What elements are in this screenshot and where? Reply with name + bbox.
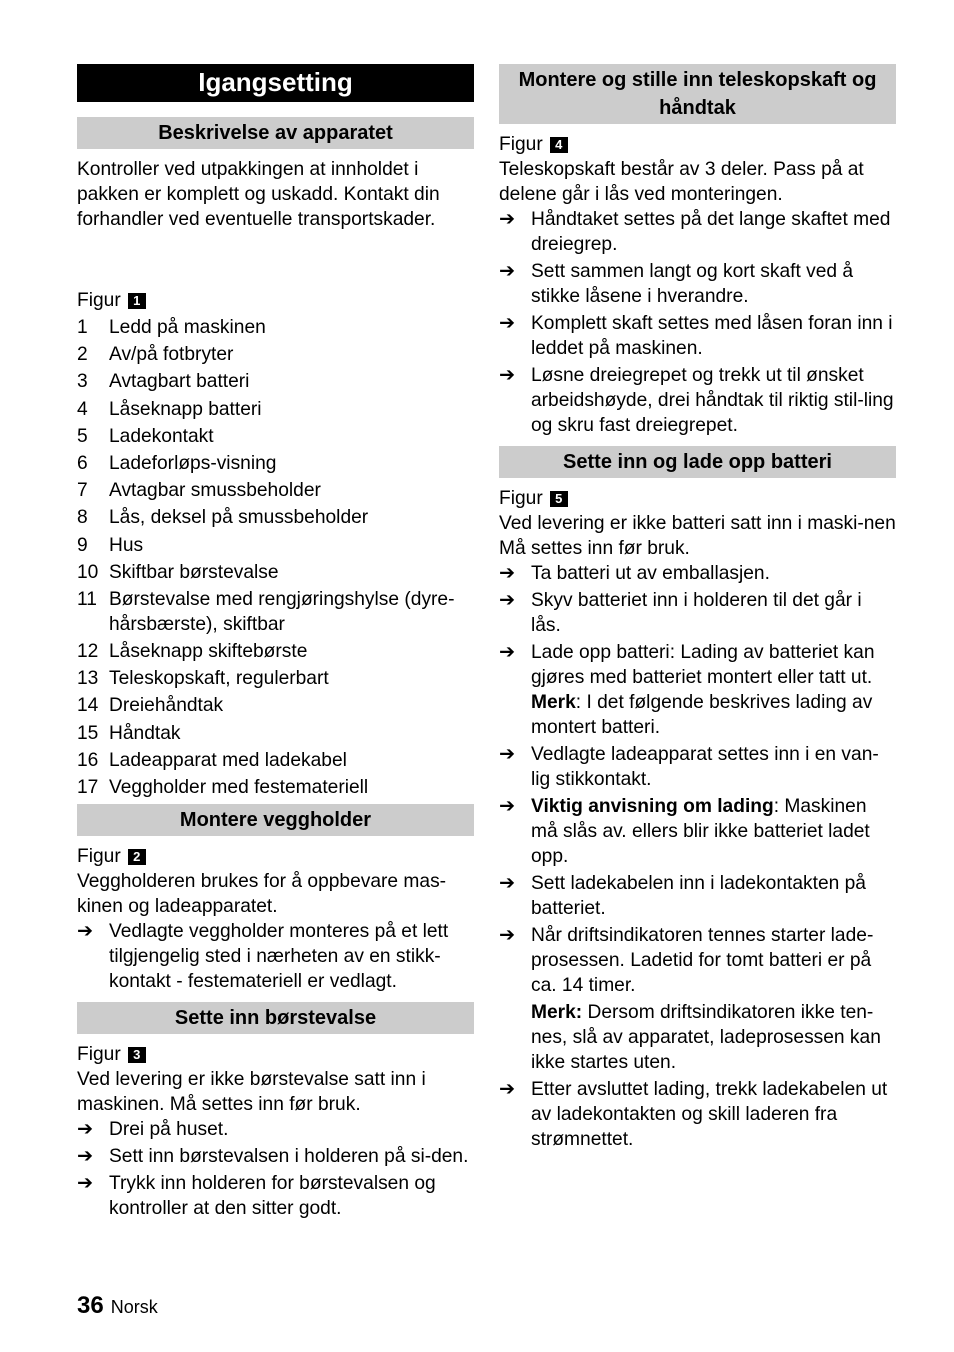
intro-paragraph: Kontroller ved utpakkingen at innholdet i pakken er komplett og uskadd. Kontakt din forhandler ved eventuelle transportskader. xyxy=(77,159,440,230)
arrow-icon: ➔ xyxy=(77,1173,94,1194)
important-label: Viktig anvisning om lading xyxy=(531,796,774,817)
list-item xyxy=(77,693,474,718)
step-text: Sett sammen langt og kort skaft ved å stikke låsene i hverandre. xyxy=(531,261,854,307)
figure-ref-3 xyxy=(77,1042,474,1067)
list-item xyxy=(77,505,474,530)
figure-number-badge: 2 xyxy=(128,849,146,865)
item-text: Av/på fotbryter xyxy=(109,344,234,366)
step-text: Drei på huset. xyxy=(109,1119,229,1140)
step-text: Trykk inn holderen for børstevalsen og kontroller at den sitter godt. xyxy=(109,1173,436,1219)
merk-text: : I det følgende beskrives lading av montert batteri. xyxy=(531,692,873,738)
item-number: 5 xyxy=(77,425,88,447)
instruction-step xyxy=(77,1117,474,1142)
arrow-icon: ➔ xyxy=(77,1119,94,1140)
arrow-icon: ➔ xyxy=(499,642,516,663)
figure-label: Figur xyxy=(499,488,543,509)
language-label: Norsk xyxy=(110,1297,158,1317)
batteri-step xyxy=(499,588,896,638)
list-item xyxy=(77,342,474,367)
arrow-icon: ➔ xyxy=(77,1146,94,1167)
instruction-step xyxy=(499,207,896,257)
teleskopskaft-paragraph: Teleskopskaft består av 3 deler. Pass på at delene går i lås ved monteringen. xyxy=(499,159,864,205)
item-text: Avtagbar smussbeholder xyxy=(109,480,321,502)
item-number: 10 xyxy=(77,561,99,583)
page-title: Igangsetting xyxy=(77,64,474,102)
step-text xyxy=(531,640,896,740)
list-item xyxy=(77,748,474,773)
item-number: 7 xyxy=(77,480,88,502)
veggholder-steps xyxy=(77,919,474,994)
item-text: Teleskopskaft, regulerbart xyxy=(109,668,329,690)
item-text: Børstevalse med rengjøringshylse (dyre-hårsbærste), skiftbar xyxy=(109,588,455,635)
left-column xyxy=(77,64,474,1223)
item-text: Ladeforløps-visning xyxy=(109,452,277,474)
figure-ref-4 xyxy=(499,132,896,157)
instruction-step xyxy=(499,363,896,438)
batteri-paragraph: Ved levering er ikke batteri satt inn i maski-nen Må settes inn før bruk. xyxy=(499,513,896,559)
batteri-step xyxy=(499,640,896,740)
batteri-step xyxy=(499,923,896,998)
item-number: 1 xyxy=(77,317,88,338)
list-item xyxy=(77,451,474,476)
batteri-step xyxy=(499,742,896,792)
page-footer xyxy=(77,1292,158,1320)
item-number: 9 xyxy=(77,534,88,556)
item-number: 17 xyxy=(77,777,99,798)
figure-number-badge: 5 xyxy=(550,491,568,507)
item-text: Låseknapp batteri xyxy=(109,398,262,420)
step-text: Sett inn børstevalsen i holderen på si-den. xyxy=(109,1146,469,1167)
item-number: 4 xyxy=(77,398,88,420)
item-number: 3 xyxy=(77,371,88,393)
instruction-step xyxy=(499,259,896,309)
item-number: 6 xyxy=(77,452,88,474)
page-number: 36 xyxy=(77,1292,104,1319)
step-text: Komplett skaft settes med låsen foran inn i leddet på maskinen. xyxy=(531,313,893,359)
item-number: 11 xyxy=(77,588,97,610)
arrow-icon: ➔ xyxy=(499,365,516,386)
arrow-icon: ➔ xyxy=(499,925,516,946)
borstevalse-paragraph: Ved levering er ikke børstevalse satt inn i maskinen. Må settes inn før bruk. xyxy=(77,1069,426,1115)
section-title-veggholder: Montere veggholder xyxy=(77,804,474,836)
item-text: Ledd på maskinen xyxy=(109,317,266,338)
item-text: Dreiehåndtak xyxy=(109,695,224,717)
arrow-icon: ➔ xyxy=(77,921,94,942)
list-item xyxy=(77,639,474,664)
item-number: 8 xyxy=(77,507,88,529)
figure-ref-1 xyxy=(77,288,474,313)
figure-number-badge: 1 xyxy=(128,293,146,309)
step-text: Vedlagte ladeapparat settes inn i en van-lig stikkontakt. xyxy=(531,744,879,790)
figure-label: Figur xyxy=(77,290,121,311)
parts-list xyxy=(77,315,474,800)
item-text: Lås, deksel på smussbeholder xyxy=(109,507,369,529)
section-title-teleskopskaft: Montere og stille inn teleskopskaft og håndtak xyxy=(499,64,896,124)
list-item xyxy=(77,478,474,503)
list-item xyxy=(77,560,474,585)
list-item xyxy=(77,424,474,449)
figure-ref-2 xyxy=(77,844,474,869)
item-text: Ladeapparat med ladekabel xyxy=(109,749,347,771)
item-text: Håndtak xyxy=(109,722,181,744)
item-text: Avtagbart batteri xyxy=(109,371,250,393)
list-item xyxy=(77,315,474,340)
arrow-icon: ➔ xyxy=(499,1079,516,1100)
arrow-icon: ➔ xyxy=(499,744,516,765)
instruction-step xyxy=(77,1171,474,1221)
arrow-icon: ➔ xyxy=(499,209,516,230)
step-text: Ta batteri ut av emballasjen. xyxy=(531,563,770,584)
item-text: Veggholder med festemateriell xyxy=(109,777,369,798)
figure-label: Figur xyxy=(77,846,121,867)
figure-label: Figur xyxy=(77,1044,121,1065)
item-number: 14 xyxy=(77,695,99,717)
arrow-icon: ➔ xyxy=(499,313,516,334)
item-text: Skiftbar børstevalse xyxy=(109,561,279,583)
step-text: Løsne dreiegrepet og trekk ut til ønsket arbeidshøyde, drei håndtak til riktig stil-ling og skru fast dreiegrepet. xyxy=(531,365,894,436)
important-text: : Maskinen må slås av. ellers blir ikke batteriet ladet opp. xyxy=(531,796,870,867)
item-text: Hus xyxy=(109,534,144,556)
list-item xyxy=(77,775,474,800)
batteri-step xyxy=(499,794,896,869)
instruction-step xyxy=(77,1144,474,1169)
instruction-step xyxy=(77,919,474,994)
item-number: 16 xyxy=(77,749,99,771)
batteri-step xyxy=(499,1077,896,1152)
step-text: Skyv batteriet inn i holderen til det går i lås. xyxy=(531,590,862,636)
step-text: Håndtaket settes på det lange skaftet med dreiegrep. xyxy=(531,209,891,255)
note-text: Dersom driftsindikatoren ikke ten-nes, slå av apparatet, ladeprosessen kan ikke startes uten. xyxy=(531,1002,881,1073)
item-text: Ladekontakt xyxy=(109,425,214,447)
step-main-text: Lade opp batteri: Lading av batteriet kan gjøres med batteriet montert eller tatt ut. xyxy=(531,642,875,688)
instruction-step xyxy=(499,311,896,361)
item-number: 13 xyxy=(77,668,99,690)
figure-number-badge: 4 xyxy=(550,137,568,153)
arrow-icon: ➔ xyxy=(499,261,516,282)
list-item xyxy=(77,587,474,637)
veggholder-paragraph: Veggholderen brukes for å oppbevare mas-kinen og ladeapparatet. xyxy=(77,871,447,917)
list-item xyxy=(77,666,474,691)
arrow-icon: ➔ xyxy=(499,796,516,817)
item-number: 12 xyxy=(77,641,99,663)
figure-label: Figur xyxy=(499,134,543,155)
item-number: 15 xyxy=(77,722,99,744)
section-title-batteri: Sette inn og lade opp batteri xyxy=(499,446,896,478)
list-item xyxy=(77,533,474,558)
batteri-note xyxy=(499,1000,896,1075)
step-text: Når driftsindikatoren tennes starter lade-prosessen. Ladetid for tomt batteri er på ca. 14 timer. xyxy=(531,925,874,996)
section-title-beskrivelse: Beskrivelse av apparatet xyxy=(77,117,474,149)
right-column xyxy=(499,64,896,1154)
step-text: Vedlagte veggholder monteres på et lett tilgjengelig sted i nærheten av en stikk-kontakt - festemateriell er vedlagt. xyxy=(109,921,449,992)
teleskopskaft-steps xyxy=(499,207,896,438)
step-text: Etter avsluttet lading, trekk ladekabelen ut av ladekontakten og skill laderen fra strømnettet. xyxy=(531,1079,888,1150)
merk-label: Merk xyxy=(531,692,576,713)
list-item xyxy=(77,369,474,394)
figure-number-badge: 3 xyxy=(128,1047,146,1063)
item-number: 2 xyxy=(77,344,88,366)
figure-ref-5 xyxy=(499,486,896,511)
batteri-step xyxy=(499,561,896,586)
list-item xyxy=(77,397,474,422)
arrow-icon: ➔ xyxy=(499,563,516,584)
note-label: Merk: xyxy=(531,1002,583,1023)
step-text xyxy=(531,794,896,869)
item-text: Låseknapp skiftebørste xyxy=(109,641,308,663)
borstevalse-steps xyxy=(77,1117,474,1221)
arrow-icon: ➔ xyxy=(499,873,516,894)
step-text: Sett ladekabelen inn i ladekontakten på batteriet. xyxy=(531,873,866,919)
section-title-borstevalse: Sette inn børstevalse xyxy=(77,1002,474,1034)
arrow-icon: ➔ xyxy=(499,590,516,611)
batteri-step xyxy=(499,871,896,921)
list-item xyxy=(77,721,474,746)
